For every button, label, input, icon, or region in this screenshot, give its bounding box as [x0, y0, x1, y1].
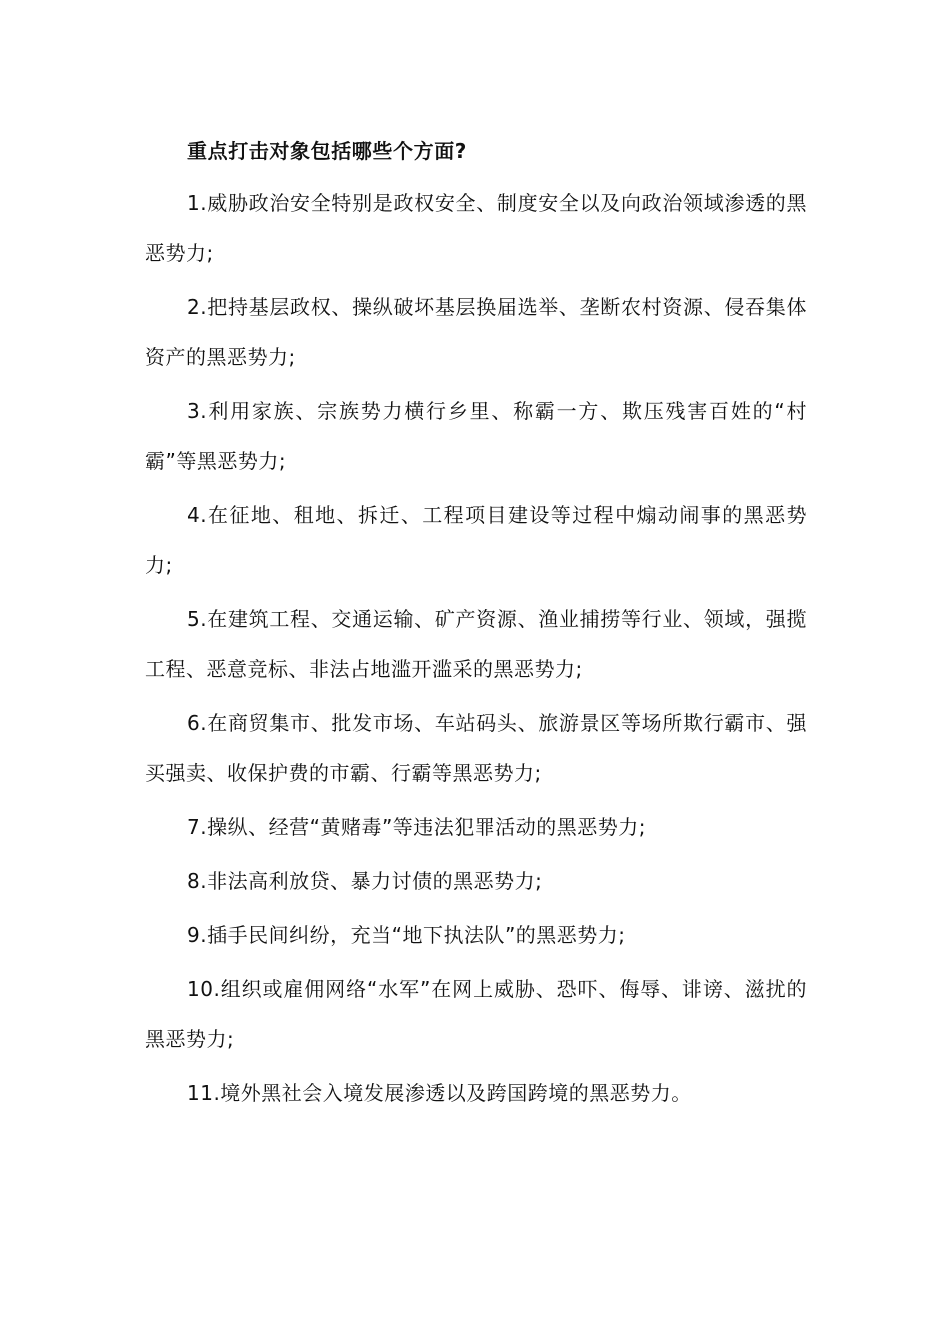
list-item-3: 3.利用家族、宗族势力横行乡里、称霸一方、欺压残害百姓的“村霸”等黑恶势力;: [145, 399, 807, 473]
list-item-7: 7.操纵、经营“黄赌毒”等违法犯罪活动的黑恶势力;: [187, 815, 647, 839]
list-item-6: 6.在商贸集市、批发市场、车站码头、旅游景区等场所欺行霸市、强买强卖、收保护费的市霸、行霸等黑恶势力;: [145, 711, 807, 785]
list-item-1: 1.威胁政治安全特别是政权安全、制度安全以及向政治领域渗透的黑恶势力;: [145, 191, 807, 265]
list-item-8: 8.非法高利放贷、暴力讨债的黑恶势力;: [187, 869, 543, 893]
list-item-11: 11.境外黑社会入境发展渗透以及跨国跨境的黑恶势力。: [187, 1081, 692, 1105]
list-item-2: 2.把持基层政权、操纵破坏基层换届选举、垄断农村资源、侵吞集体资产的黑恶势力;: [145, 295, 807, 369]
document-body: [145, 128, 807, 1118]
list-item-5: 5.在建筑工程、交通运输、矿产资源、渔业捕捞等行业、领域，强揽工程、恶意竞标、非法占地滥开滥采的黑恶势力;: [145, 607, 807, 681]
list-item-9: 9.插手民间纠纷，充当“地下执法队”的黑恶势力;: [187, 923, 626, 947]
list-item-4: 4.在征地、租地、拆迁、工程项目建设等过程中煽动闹事的黑恶势力;: [145, 503, 807, 577]
document-title: 重点打击对象包括哪些个方面?: [187, 139, 468, 163]
list-item-10: 10.组织或雇佣网络“水军”在网上威胁、恐吓、侮辱、诽谤、滋扰的黑恶势力;: [145, 977, 807, 1051]
